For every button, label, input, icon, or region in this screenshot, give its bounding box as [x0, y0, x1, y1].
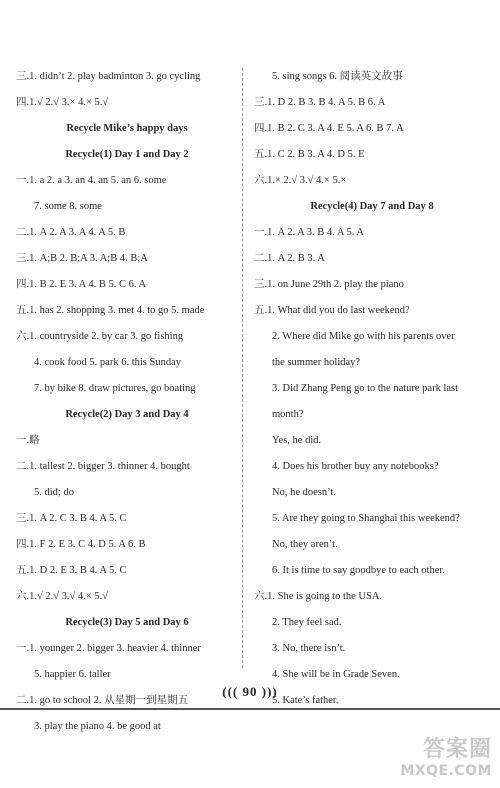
section-heading: Recycle(1) Day 1 and Day 2: [65, 149, 189, 160]
answer-line: 二.1. go to school 2. 从星期一到星期五: [16, 695, 189, 706]
answer-line: 一.1. a 2. a 3. an 4. an 5. an 6. some: [16, 175, 167, 186]
answer-line: 6. It is time to say goodbye to each other.: [272, 565, 445, 576]
answer-line: the summer holiday?: [272, 357, 361, 368]
answer-line: 五.1. What did you do last weekend?: [254, 305, 410, 316]
answer-line: No, he doesn’t.: [272, 487, 336, 498]
answer-line: 四.1. B 2. C 3. A 4. E 5. A 6. B 7. A: [254, 123, 404, 134]
answer-line: 一.1. younger 2. bigger 3. heavier 4. thinner: [16, 643, 201, 654]
answer-line: 2. Where did Mike go with his parents over: [272, 331, 455, 342]
section-heading: Recycle Mike’s happy days: [66, 123, 188, 134]
answer-line: Yes, he did.: [272, 435, 322, 446]
answer-line: 六.1. She is going to the USA.: [254, 591, 383, 602]
footer-rule: [0, 708, 500, 710]
answer-line: 四.1.√ 2.√ 3.× 4.× 5.√: [16, 97, 109, 108]
section-heading: Recycle(2) Day 3 and Day 4: [65, 409, 189, 420]
answer-line: 二.1. tallest 2. bigger 3. thinner 4. bought: [16, 461, 190, 472]
answer-line: 六.1. countryside 2. by car 3. go fishing: [16, 331, 184, 342]
answer-line: 二.1. A 2. B 3. A: [254, 253, 325, 264]
answer-line: 5. sing songs 6. 阅读英文故事: [272, 71, 403, 82]
answer-line: 5. Kate’s father.: [272, 695, 339, 706]
page-number: ((( 90 ))): [222, 684, 278, 699]
answer-line: 5. happier 6. taller: [34, 669, 111, 680]
answer-line: 二.1. A 2. A 3. A 4. A 5. B: [16, 227, 126, 238]
answer-line: 三.1. on June 29th 2. play the piano: [254, 279, 404, 290]
answer-line: 2. They feel sad.: [272, 617, 342, 628]
answer-line: 三.1. didn’t 2. play badminton 3. go cycling: [16, 71, 201, 82]
answer-line: 三.1. A;B 2. B;A 3. A;B 4. B;A: [16, 253, 148, 264]
section-heading: Recycle(4) Day 7 and Day 8: [310, 201, 434, 212]
answer-line: 五.1. D 2. E 3. B 4. A 5. C: [16, 565, 127, 576]
answer-line: 一.1. A 2. A 3. B 4. A 5. A: [254, 227, 364, 238]
answer-line: 7. some 8. some: [34, 201, 102, 212]
answer-line: 4. Does his brother buy any notebooks?: [272, 461, 439, 472]
answer-line: 5. did; do: [34, 487, 74, 498]
watermark-top-text: 答案圈: [422, 737, 492, 762]
answer-line: 3. Did Zhang Peng go to the nature park last: [272, 383, 459, 394]
answer-line: 三.1. D 2. B 3. B 4. A 5. B 6. A: [254, 97, 386, 108]
answer-line: 3. No, there isn’t.: [272, 643, 346, 654]
answer-line: 5. Are they going to Shanghai this weekend?: [272, 513, 460, 524]
answer-line: 3. play the piano 4. be good at: [34, 721, 161, 732]
answer-line: 4. She will be in Grade Seven.: [272, 669, 400, 680]
answer-line: 4. cook food 5. park 6. this Sunday: [34, 357, 181, 368]
answer-line: 五.1. C 2. B 3. A 4. D 5. E: [254, 149, 365, 160]
column-divider: [242, 68, 243, 668]
answer-line: 六.1.√ 2.√ 3.√ 4.× 5.√: [16, 591, 108, 602]
answer-line: 六.1.× 2.√ 3.√ 4.× 5.×: [254, 175, 347, 186]
watermark-logo: [400, 732, 492, 779]
watermark-bottom-text: MXQE.COM: [400, 763, 492, 779]
answer-line: 一.略: [16, 435, 40, 446]
answer-line: 7. by bike 8. draw pictures, go boating: [34, 383, 196, 394]
answer-line: 四.1. B 2. E 3. A 4. B 5. C 6. A: [16, 279, 147, 290]
answer-line: No, they aren’t.: [272, 539, 338, 550]
answer-line: 五.1. has 2. shopping 3. met 4. to go 5. made: [16, 305, 205, 316]
answer-line: month?: [272, 409, 304, 420]
answer-line: 四.1. F 2. E 3. C 4. D 5. A 6. B: [16, 539, 146, 550]
section-heading: Recycle(3) Day 5 and Day 6: [65, 617, 189, 628]
answer-line: 三.1. A 2. C 3. B 4. A 5. C: [16, 513, 127, 524]
